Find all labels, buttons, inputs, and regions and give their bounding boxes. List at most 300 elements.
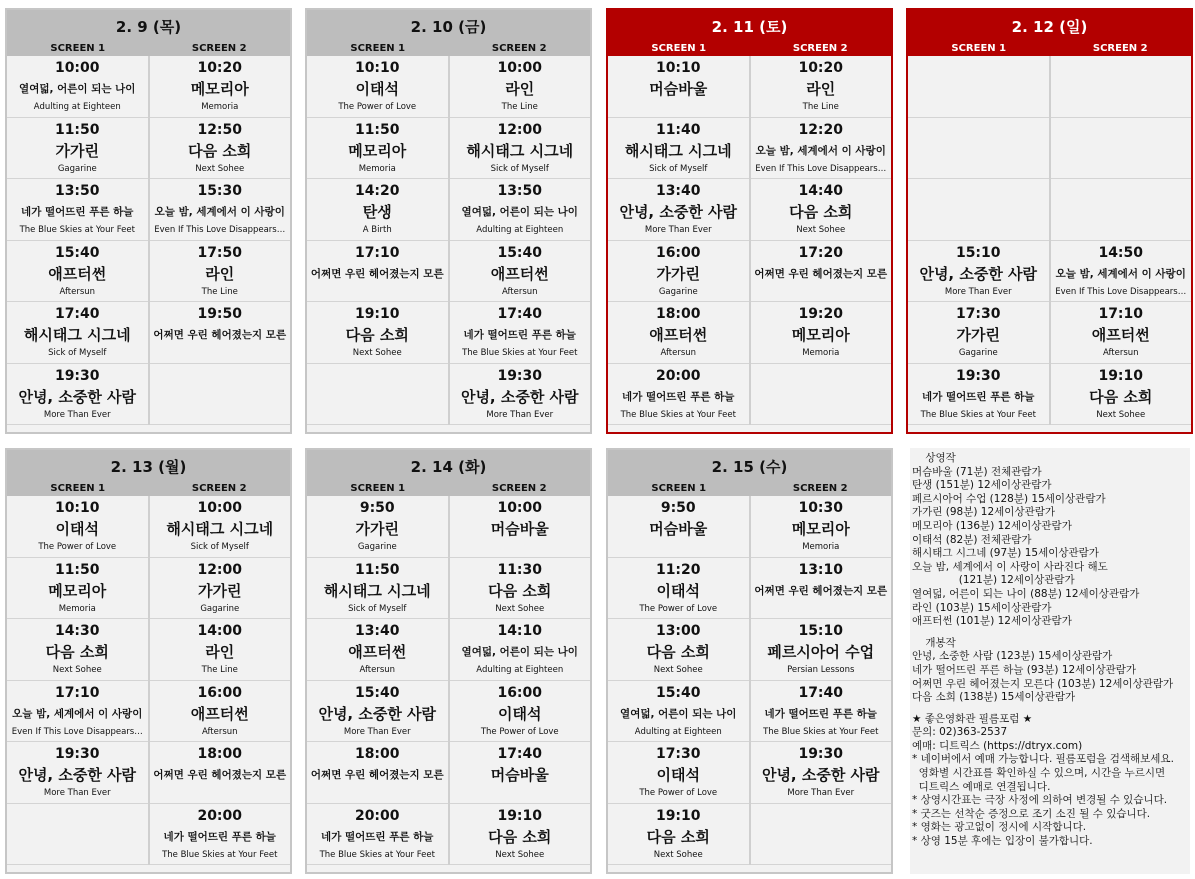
movie-english-title: Aftersun (59, 286, 96, 297)
showtime: 19:20 (798, 306, 844, 322)
showtime: 10:20 (798, 60, 844, 76)
showtime: 19:30 (798, 746, 844, 762)
info-line: 페르시아어 수업 (128분) 15세이상관람가 (912, 492, 1106, 505)
showtime: 19:30 (54, 367, 100, 384)
movie-english-title: Next Sohee (352, 348, 402, 358)
showtime-cell (307, 302, 448, 364)
showtime-cell (150, 496, 291, 558)
screen-label: SCREEN 2 (191, 43, 247, 54)
movie-title: 안녕, 소중한 사람 (619, 203, 738, 221)
showtime: 13:40 (354, 623, 400, 639)
movie-english-title: Gagarine (57, 163, 97, 174)
movie-title: 어쩌면 우린 헤어졌는지 모른 (310, 769, 444, 781)
movie-english-title: Next Sohee (495, 603, 545, 614)
movie-title: 이태석 (656, 581, 700, 600)
showtime: 13:40 (655, 183, 701, 199)
showtime: 18:00 (197, 746, 243, 762)
day-header (608, 450, 891, 496)
showtime: 15:40 (354, 684, 400, 701)
movie-title: 어쩌면 우린 헤어졌는지 모른 (754, 584, 888, 597)
info-line: (121분) 12세이상관람가 (912, 574, 1075, 587)
movie-title: 어쩌면 우린 헤어졌는지 모른 (754, 267, 888, 280)
movie-english-title: Next Sohee (653, 849, 703, 860)
movie-english-title: Memoria (802, 348, 840, 358)
showtime-cell (7, 302, 148, 364)
showtime-cell (7, 619, 148, 681)
movie-title: 가가린 (355, 520, 399, 538)
showtime: 19:50 (197, 306, 243, 322)
showtime-cell (150, 241, 291, 303)
movie-title: 열여덟, 어른이 되는 나이 (461, 646, 578, 658)
movie-title: 애프터썬 (348, 643, 407, 661)
showtime-cell (608, 241, 749, 303)
showtime: 17:10 (54, 684, 100, 701)
showtime-cell (150, 118, 291, 180)
showtime-cell (908, 56, 1049, 118)
movie-title: 열여덟, 어른이 되는 나이 (620, 707, 737, 720)
screen-label: SCREEN 1 (951, 43, 1007, 54)
showtime: 10:20 (197, 60, 243, 76)
showtime-cell (1051, 56, 1192, 118)
movie-english-title: More Than Ever (43, 788, 111, 798)
showtime: 9:50 (660, 500, 696, 516)
movie-title: 어쩌면 우린 헤어졌는지 모른 (153, 329, 287, 341)
movie-english-title: Aftersun (359, 665, 396, 675)
showtime-cell (7, 364, 148, 426)
showtime-cell (307, 804, 448, 866)
showtime: 10:00 (497, 500, 543, 516)
showtime: 18:00 (655, 306, 701, 322)
showtime-cell (908, 118, 1049, 180)
day-header (7, 10, 290, 56)
showtime-cell (7, 179, 148, 241)
showtime-cell (150, 56, 291, 118)
showtime: 15:10 (955, 244, 1001, 261)
info-line: 해시태그 시그네 (97분) 15세이상관람가 (912, 547, 1099, 560)
showtime: 17:40 (54, 306, 100, 322)
showtime: 10:10 (54, 500, 100, 516)
movie-title: 다음 소희 (188, 141, 252, 160)
screen-label: SCREEN 1 (350, 483, 406, 494)
movie-title: 안녕, 소중한 사람 (761, 766, 880, 784)
info-line: 머슴바울 (71분) 전체관람가 (912, 465, 1042, 478)
info-line: 열여덟, 어른이 되는 나이 (88분) 12세이상관람가 (912, 587, 1140, 600)
showtime-cell (7, 681, 148, 743)
showtime: 11:40 (655, 121, 701, 138)
movie-title: 라인 (806, 80, 836, 98)
showtime-cell (751, 118, 892, 180)
day-title: 2. 14 (화) (410, 458, 487, 476)
showtime: 19:30 (955, 367, 1001, 384)
showtime-cell (908, 302, 1049, 364)
info-line: 예매: 디트릭스 (https://dtryx.com) (912, 739, 1083, 752)
movie-title: 네가 떨어뜨린 푸른 하늘 (321, 830, 434, 843)
showtime-cell (7, 496, 148, 558)
showtime: 19:10 (655, 807, 701, 824)
info-line: 이태석 (82분) 전체관람가 (912, 533, 1032, 546)
showtime: 17:40 (798, 684, 844, 701)
movie-english-title: The Line (201, 286, 238, 297)
showtime: 15:40 (655, 684, 701, 701)
movie-english-title: The Power of Love (38, 542, 117, 552)
movie-english-title: Aftersun (660, 348, 697, 358)
movie-title: 네가 떨어뜨린 푸른 하늘 (463, 329, 576, 341)
info-line: 개봉작 (912, 636, 956, 649)
info-line: 메모리아 (136분) 12세이상관람가 (912, 519, 1072, 532)
showtime: 11:50 (354, 121, 400, 138)
movie-english-title: Persian Lessons (787, 665, 855, 675)
showtime-cell (450, 241, 591, 303)
info-line: 오늘 밤, 세계에서 이 사랑이 사라진다 해도 (912, 560, 1108, 573)
day-schedule (5, 448, 292, 874)
screen-label: SCREEN 1 (50, 483, 106, 494)
showtime: 10:10 (655, 60, 701, 76)
movie-title: 메모리아 (190, 80, 249, 98)
info-line: * 상영 15분 후에는 입장이 불가합니다. (912, 835, 1093, 848)
movie-english-title: Memoria (802, 542, 840, 552)
movie-title: 메모리아 (791, 520, 850, 538)
showtime: 13:10 (798, 561, 844, 578)
movie-english-title: Sick of Myself (649, 163, 708, 174)
info-line: 디트릭스 예매로 연결됩니다. (912, 780, 1051, 793)
showtime-cell (608, 619, 749, 681)
info-line (912, 705, 1188, 713)
info-line: 라인 (103분) 15세이상관람가 (912, 601, 1052, 614)
showtime-cell (608, 118, 749, 180)
showtime-cell (150, 179, 291, 241)
showtime-cell (608, 804, 749, 866)
showtime: 19:30 (497, 367, 543, 384)
showtime-cell (307, 681, 448, 743)
movie-english-title: More Than Ever (43, 409, 111, 420)
movie-english-title: Even If This Love Disappears… (11, 726, 143, 737)
day-title: 2. 12 (일) (1011, 18, 1088, 36)
showtime-cell (150, 804, 291, 866)
movie-title: 다음 소희 (789, 203, 853, 221)
movie-title: 다음 소희 (1089, 387, 1153, 406)
showtime: 17:10 (354, 244, 400, 261)
showtime: 17:20 (798, 244, 844, 261)
movie-title: 네가 떨어뜨린 푸른 하늘 (764, 707, 877, 720)
movie-title: 메모리아 (48, 581, 107, 600)
movie-title: 라인 (205, 264, 235, 283)
day-title: 2. 13 (월) (110, 458, 187, 476)
showtime: 19:10 (497, 807, 543, 824)
showtime-cell (307, 118, 448, 180)
showtime-cell (908, 364, 1049, 426)
movie-title: 이태석 (656, 766, 700, 784)
showtime-cell (7, 558, 148, 620)
showtime: 17:50 (197, 244, 243, 261)
day-header (307, 450, 590, 496)
movie-title: 해시태그 시그네 (624, 141, 732, 160)
showtime: 17:30 (655, 746, 701, 762)
showtime: 10:00 (54, 60, 100, 76)
showtime: 20:00 (354, 807, 400, 824)
info-line (912, 629, 1188, 637)
info-line: * 영화는 광고없이 정시에 시작합니다. (912, 821, 1087, 834)
movie-english-title: The Blue Skies at Your Feet (763, 726, 879, 737)
movie-english-title: Next Sohee (52, 665, 102, 675)
movie-english-title: The Blue Skies at Your Feet (620, 409, 736, 420)
showtime: 12:00 (197, 561, 243, 578)
movie-english-title: Next Sohee (195, 163, 245, 174)
showtime-cell (7, 118, 148, 180)
showtime: 11:20 (655, 561, 701, 578)
showtime-cell (608, 179, 749, 241)
showtime-cell (751, 302, 892, 364)
showtime-cell (751, 56, 892, 118)
showtime-cell (150, 742, 291, 804)
movie-title: 가가린 (656, 264, 700, 283)
showtime: 17:30 (955, 306, 1001, 322)
movie-english-title: The Blue Skies at Your Feet (920, 409, 1036, 420)
movie-english-title: Gagarine (958, 348, 998, 358)
showtime-cell (450, 364, 591, 426)
showtime: 15:40 (497, 244, 543, 261)
movie-title: 다음 소희 (646, 643, 710, 661)
movie-title: 가가린 (956, 326, 1000, 344)
showtime-cell (7, 742, 148, 804)
info-line: 가가린 (98분) 12세이상관람가 (912, 506, 1056, 519)
info-line: 상영작 (912, 452, 956, 464)
movie-title: 라인 (505, 80, 535, 98)
info-line: 네가 떨어뜨린 푸른 하늘 (93분) 12세이상관람가 (912, 663, 1137, 676)
movie-english-title: Memoria (201, 102, 239, 112)
showtime: 10:00 (197, 500, 243, 516)
screen-label: SCREEN 2 (792, 483, 848, 494)
movie-english-title: Gagarine (357, 542, 397, 552)
showtime-cell (1051, 118, 1192, 180)
movie-english-title: Memoria (358, 163, 396, 174)
info-line: ★ 좋은영화관 필름포럼 ★ (912, 712, 1033, 725)
screen-label: SCREEN 1 (651, 43, 707, 54)
showtime-cell (751, 742, 892, 804)
showtime: 11:30 (497, 561, 543, 578)
showtime: 13:50 (54, 183, 100, 199)
showtime: 14:30 (54, 623, 100, 639)
showtime-cell (307, 364, 448, 426)
movie-title: 열여덟, 어른이 되는 나이 (19, 83, 136, 95)
info-panel (910, 448, 1190, 874)
showtime-cell (7, 241, 148, 303)
movie-english-title: More Than Ever (343, 726, 411, 737)
movie-title: 다음 소희 (646, 827, 710, 846)
movie-english-title: The Power of Love (639, 788, 718, 798)
showtime-cell (7, 804, 148, 866)
day-schedule (5, 8, 292, 434)
showtime: 15:10 (798, 623, 844, 639)
movie-title: 가가린 (55, 141, 99, 160)
day-header (307, 10, 590, 56)
movie-title: 페르시아어 수업 (767, 643, 875, 661)
movie-english-title: Sick of Myself (190, 542, 249, 552)
movie-title: 머슴바울 (490, 766, 549, 784)
showtime-cell (1051, 364, 1192, 426)
movie-title: 가가린 (198, 581, 242, 600)
showtime: 14:20 (354, 183, 400, 199)
showtime: 11:50 (54, 121, 100, 138)
movie-title: 다음 소희 (488, 581, 552, 600)
showtime-cell (751, 496, 892, 558)
showtime: 19:30 (54, 746, 100, 762)
movie-title: 애프터썬 (190, 704, 249, 723)
showtime-cell (751, 804, 892, 866)
info-line: 어쩌면 우린 헤어졌는지 모른다 (103분) 12세이상관람가 (912, 677, 1174, 690)
showtime-cell (307, 179, 448, 241)
movie-title: 어쩌면 우린 헤어졌는지 모른 (310, 267, 444, 280)
showtime: 20:00 (655, 367, 701, 384)
movie-title: 다음 소희 (45, 643, 109, 661)
screen-label: SCREEN 2 (491, 483, 547, 494)
showtime-cell (608, 742, 749, 804)
showtime: 14:50 (1098, 244, 1144, 261)
movie-title: 안녕, 소중한 사람 (18, 766, 137, 784)
movie-english-title: Aftersun (501, 286, 538, 297)
movie-english-title: The Power of Love (639, 603, 718, 614)
info-line: 다음 소희 (138분) 15세이상관람가 (912, 691, 1076, 704)
showtime-cell (150, 619, 291, 681)
day-schedule (606, 8, 893, 434)
showtime-cell (608, 496, 749, 558)
showtime-cell (1051, 179, 1192, 241)
screen-label: SCREEN 1 (651, 483, 707, 494)
movie-english-title: Next Sohee (796, 225, 846, 235)
day-schedule (606, 448, 893, 874)
showtime-cell (307, 742, 448, 804)
movie-english-title: The Blue Skies at Your Feet (19, 225, 135, 235)
movie-english-title: Adulting at Eighteen (634, 726, 722, 737)
showtime-cell (1051, 302, 1192, 364)
showtime-cell (307, 496, 448, 558)
movie-title: 어쩌면 우린 헤어졌는지 모른 (153, 769, 287, 781)
day-header (7, 450, 290, 496)
showtime-cell (307, 558, 448, 620)
showtime-cell (450, 496, 591, 558)
showtime-cell (7, 56, 148, 118)
showtime-cell (450, 804, 591, 866)
showtime: 12:00 (497, 121, 543, 138)
movie-english-title: Gagarine (658, 286, 698, 297)
screen-label: SCREEN 2 (491, 43, 547, 54)
showtime-cell (450, 619, 591, 681)
movie-title: 메모리아 (348, 141, 407, 160)
showtime: 10:00 (497, 60, 543, 76)
movie-title: 다음 소희 (345, 326, 409, 344)
movie-english-title: The Power of Love (480, 726, 559, 737)
showtime: 11:50 (354, 561, 400, 578)
movie-english-title: The Power of Love (338, 102, 417, 112)
movie-title: 애프터썬 (490, 264, 549, 283)
showtime-cell (150, 558, 291, 620)
showtime-cell (908, 179, 1049, 241)
showtime: 12:50 (197, 121, 243, 138)
movie-title: 안녕, 소중한 사람 (318, 704, 437, 723)
showtime: 16:00 (497, 684, 543, 701)
movie-title: 머슴바울 (649, 520, 708, 538)
movie-english-title: More Than Ever (944, 286, 1012, 297)
day-header (608, 10, 891, 56)
showtime: 19:10 (354, 306, 400, 322)
showtime-cell (608, 558, 749, 620)
movie-title: 이태석 (355, 80, 399, 98)
showtime: 15:40 (54, 244, 100, 261)
movie-title: 애프터썬 (48, 264, 107, 283)
movie-title: 오늘 밤, 세계에서 이 사랑이 (154, 206, 285, 218)
movie-english-title: Memoria (58, 603, 96, 614)
movie-english-title: A Birth (362, 225, 392, 235)
movie-english-title: Sick of Myself (490, 163, 549, 174)
showtime: 17:40 (497, 306, 543, 322)
showtime-cell (1051, 241, 1192, 303)
movie-english-title: Gagarine (200, 603, 240, 614)
showtime: 11:50 (54, 561, 100, 578)
showtime: 18:00 (354, 746, 400, 762)
movie-title: 네가 떨어뜨린 푸른 하늘 (21, 206, 134, 218)
day-schedule (305, 8, 592, 434)
day-header (908, 10, 1191, 56)
showtime: 9:50 (359, 500, 395, 516)
day-title: 2. 9 (목) (115, 18, 182, 36)
movie-title: 네가 떨어뜨린 푸른 하늘 (922, 390, 1035, 403)
info-line: 안녕, 소중한 사람 (123분) 15세이상관람가 (912, 650, 1113, 663)
showtime: 10:10 (354, 60, 400, 76)
day-schedule (906, 8, 1193, 434)
movie-english-title: Sick of Myself (348, 603, 407, 614)
showtime: 13:00 (655, 623, 701, 639)
day-title: 2. 11 (토) (711, 18, 788, 36)
movie-title: 머슴바울 (490, 520, 549, 538)
movie-title: 해시태그 시그네 (323, 581, 431, 600)
screen-label: SCREEN 2 (191, 483, 247, 494)
showtime: 20:00 (197, 807, 243, 824)
movie-english-title: The Line (201, 665, 238, 675)
info-line: 탄생 (151분) 12세이상관람가 (912, 479, 1052, 492)
info-line: * 상영시간표는 극장 사정에 의하여 변경될 수 있습니다. (912, 794, 1168, 807)
showtime: 13:50 (497, 183, 543, 199)
movie-title: 안녕, 소중한 사람 (919, 264, 1038, 283)
showtime: 10:30 (798, 500, 844, 516)
movie-title: 메모리아 (791, 326, 850, 344)
screen-label: SCREEN 2 (1092, 43, 1148, 54)
movie-english-title: Adulting at Eighteen (33, 102, 121, 112)
movie-title: 오늘 밤, 세계에서 이 사랑이 (1055, 267, 1186, 280)
movie-english-title: Sick of Myself (48, 348, 107, 358)
showtime: 14:10 (497, 623, 543, 639)
movie-english-title: Aftersun (201, 726, 238, 737)
info-line: 영화별 시간표를 확인하실 수 있으며, 시간을 누르시면 (912, 767, 1166, 780)
day-title: 2. 10 (금) (410, 18, 487, 36)
screen-label: SCREEN 2 (792, 43, 848, 54)
info-line: 문의: 02)363-2537 (912, 726, 1008, 739)
showtime-cell (450, 302, 591, 364)
showtime-cell (450, 179, 591, 241)
movie-title: 네가 떨어뜨린 푸른 하늘 (163, 830, 276, 843)
movie-english-title: Even If This Love Disappears… (755, 163, 887, 174)
showtime-cell (608, 681, 749, 743)
showtime-cell (608, 56, 749, 118)
movie-english-title: The Blue Skies at Your Feet (319, 849, 435, 860)
showtime-cell (751, 619, 892, 681)
screen-label: SCREEN 1 (350, 43, 406, 54)
movie-title: 탄생 (362, 203, 392, 221)
movie-title: 애프터썬 (1091, 326, 1150, 344)
movie-title: 해시태그 시그네 (466, 141, 574, 160)
movie-title: 이태석 (55, 520, 99, 538)
movie-title: 오늘 밤, 세계에서 이 사랑이 (12, 707, 143, 720)
showtime: 19:10 (1098, 367, 1144, 384)
showtime-cell (608, 364, 749, 426)
